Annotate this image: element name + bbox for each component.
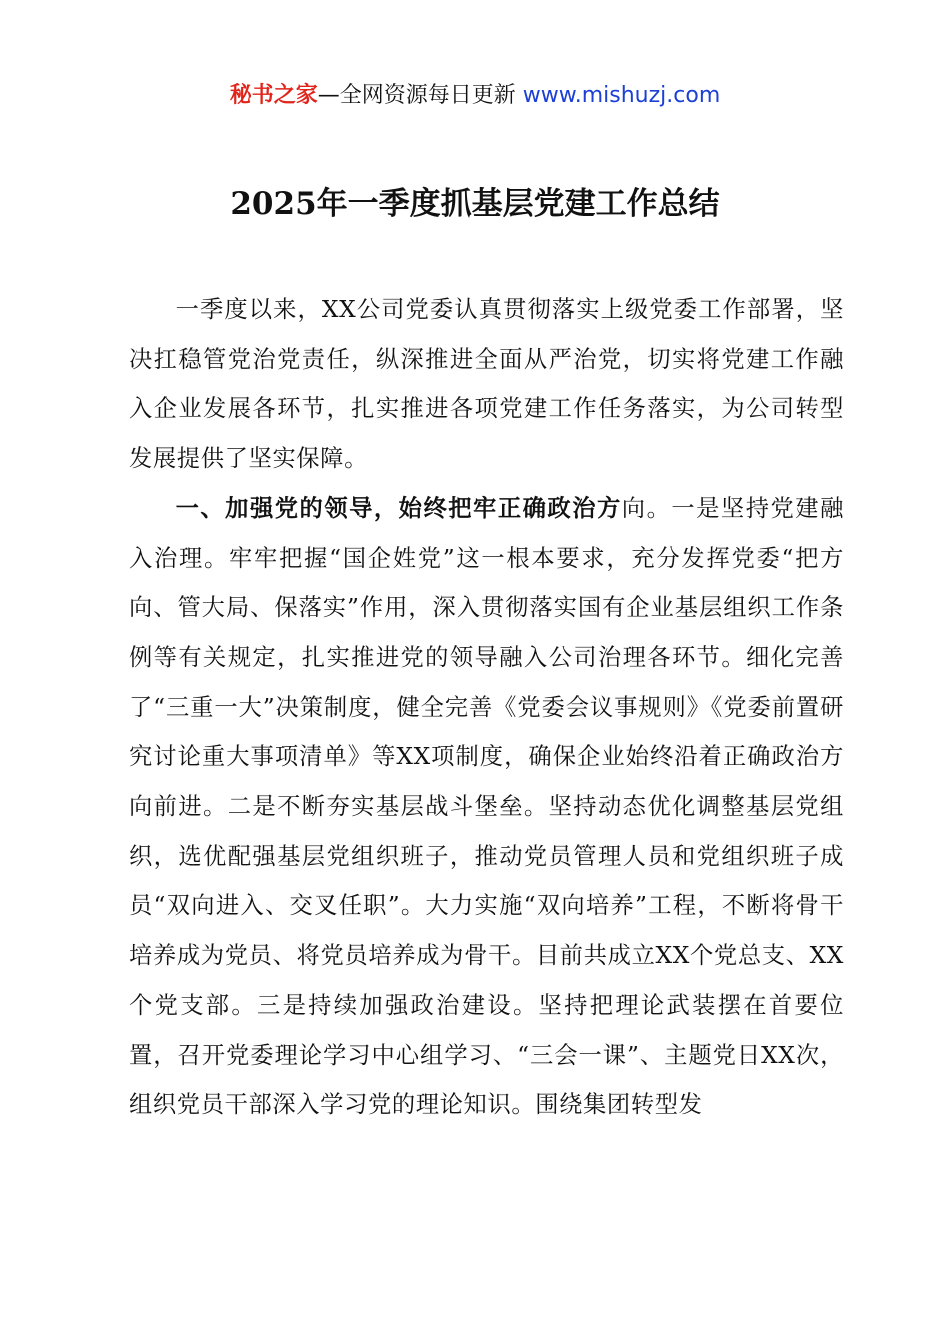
site-banner — [0, 80, 950, 112]
section-heading: 一、加强党的领导，始终把牢正确政治方 — [175, 494, 622, 522]
document-body — [129, 285, 844, 1130]
brand-name: 秘书之家 — [229, 83, 318, 108]
document-title: 2025年一季度抓基层党建工作总结 — [230, 186, 720, 222]
banner-slogan: —全网资源每日更新 — [317, 83, 523, 108]
intro-paragraph — [129, 285, 844, 484]
paragraph-text: 一季度以来，XX公司党委认真贯彻落实上级党委工作部署，坚决扛稳管党治党责任，纵深推进全面从严治党，切实将党建工作融入企业发展各环节，扎实推进各项党建工作任务落实，为公司转型发展提供了坚实保障。 — [129, 296, 844, 473]
site-url-link[interactable]: www.mishuzj.com — [522, 83, 721, 108]
paragraph-text: 向。一是坚持党建融入治理。牢牢把握“国企姓党”这一根本要求，充分发挥党委“把方向、管大局、保落实”作用，深入贯彻落实国有企业基层组织工作条例等有关规定，扎实推进党的领导融入公司治理各环节。细化完善了“三重一大”决策制度，健全完善《党委会议事规则》《党委前置研究讨论重大事项清单》等XX项制度，确保企业始终沿着正确政治方向前进。二是不断夯实基层战斗堡垒。坚持动态优化调整基层党组织，选优配强基层党组织班子，推动党员管理人员和党组织班子成员“双向进入、交叉任职”。大力实施“双向培养”工程，不断将骨干培养成为党员、将党员培养成为骨干。目前共成立XX个党总支、XX个党支部。三是持续加强政治建设。坚持把理论武装摆在首要位置，召开党委理论学习中心组学习、“三会一课”、主题党日XX次，组织党员干部深入学习党的理论知识。围绕集团转型发 — [129, 494, 844, 1119]
section-one-paragraph — [129, 484, 844, 1130]
